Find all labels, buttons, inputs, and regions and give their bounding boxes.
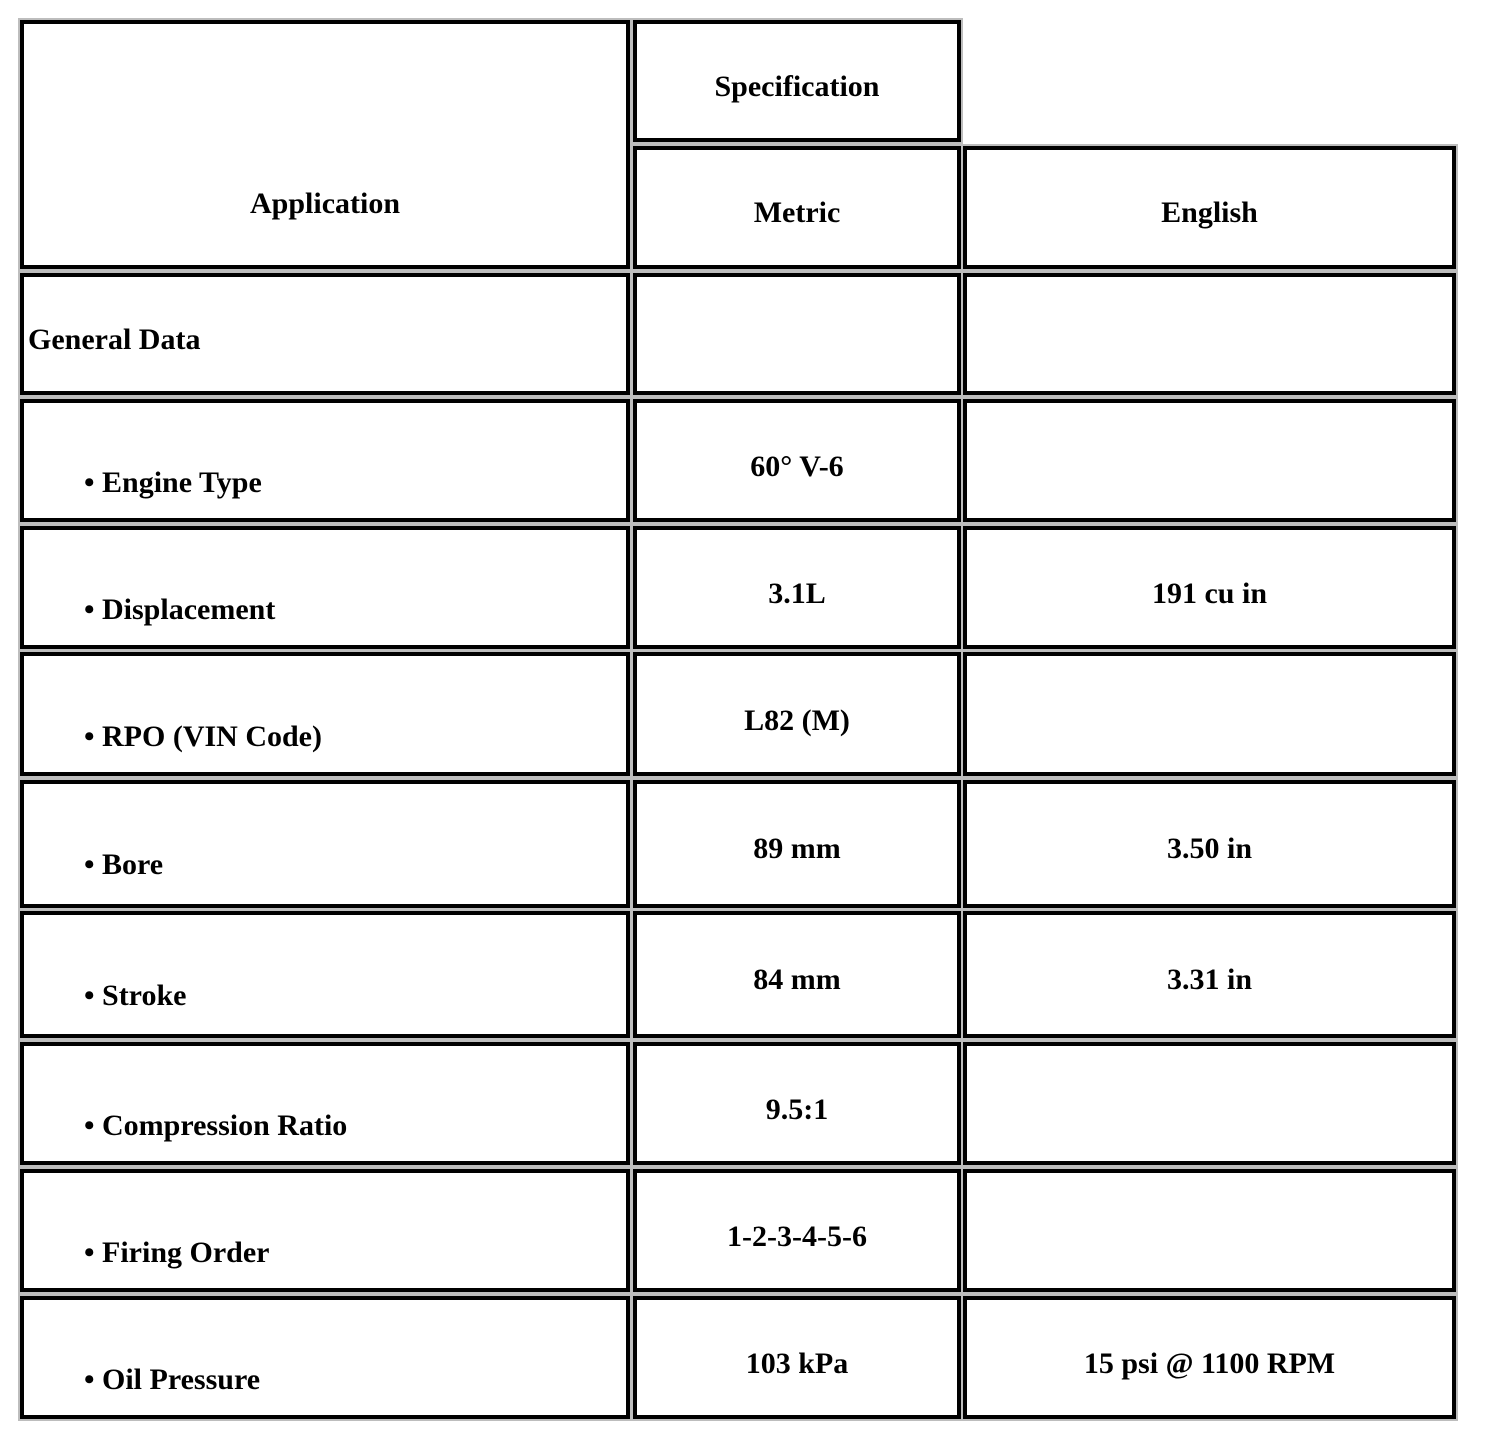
row-metric-value: 3.1L <box>768 577 826 610</box>
row-label: • Stroke <box>84 979 187 1012</box>
row-label: • Bore <box>84 848 164 881</box>
table-row-english-cell <box>963 526 1456 649</box>
header-specification-cell <box>633 20 961 142</box>
table-row-metric-cell <box>633 1169 961 1292</box>
table-row-metric-cell <box>633 1296 961 1419</box>
table-row-metric-cell <box>633 780 961 908</box>
table-row-metric-cell <box>633 399 961 522</box>
table-row-english-cell <box>963 780 1456 908</box>
header-metric-label: Metric <box>753 196 841 229</box>
table-row-metric-cell <box>633 1042 961 1165</box>
table-row-metric-cell <box>633 911 961 1038</box>
row-metric-value: 60° V-6 <box>750 450 844 483</box>
row-metric-value: 103 kPa <box>745 1347 849 1380</box>
header-specification-label: Specification <box>714 70 880 103</box>
table-row-english-cell <box>963 1169 1456 1292</box>
row-label: • RPO (VIN Code) <box>84 720 322 753</box>
row-english-value: 3.50 in <box>1166 832 1253 865</box>
row-label: • Firing Order <box>84 1236 270 1269</box>
row-label: • Displacement <box>84 593 276 626</box>
section-metric-cell <box>633 273 961 395</box>
table-row-english-cell <box>963 399 1456 522</box>
table-row-metric-cell <box>633 526 961 649</box>
table-row-label-cell <box>20 652 630 776</box>
row-english-value: 15 psi @ 1100 RPM <box>1083 1347 1336 1380</box>
row-label: • Compression Ratio <box>84 1109 348 1142</box>
row-metric-value: 1-2-3-4-5-6 <box>727 1220 867 1253</box>
row-label: • Oil Pressure <box>84 1363 261 1396</box>
row-metric-value: 89 mm <box>753 832 841 865</box>
table-row-english-cell <box>963 652 1456 776</box>
row-metric-value: 9.5:1 <box>765 1093 829 1126</box>
row-metric-value: 84 mm <box>753 963 841 996</box>
table-row-label-cell <box>20 399 630 522</box>
header-metric-cell <box>633 146 961 269</box>
row-english-value: 191 cu in <box>1151 577 1268 610</box>
header-english-cell <box>963 146 1456 269</box>
table-row-english-cell <box>963 1296 1456 1419</box>
section-label-cell <box>20 273 630 395</box>
table-row-english-cell <box>963 1042 1456 1165</box>
section-english-cell <box>963 273 1456 395</box>
header-english-label: English <box>1161 196 1258 229</box>
table-row-label-cell <box>20 1042 630 1165</box>
row-label: • Engine Type <box>84 466 262 499</box>
section-label: General Data <box>28 323 201 356</box>
header-application-label: Application <box>249 187 401 220</box>
table-row-label-cell <box>20 911 630 1038</box>
table-row-label-cell <box>20 780 630 908</box>
table-row-english-cell <box>963 911 1456 1038</box>
table-row-metric-cell <box>633 652 961 776</box>
table-row-label-cell <box>20 1296 630 1419</box>
row-english-value: 3.31 in <box>1166 963 1253 996</box>
row-metric-value: L82 (M) <box>744 704 850 737</box>
table-row-label-cell <box>20 526 630 649</box>
header-application-cell <box>20 20 630 269</box>
table-row-label-cell <box>20 1169 630 1292</box>
